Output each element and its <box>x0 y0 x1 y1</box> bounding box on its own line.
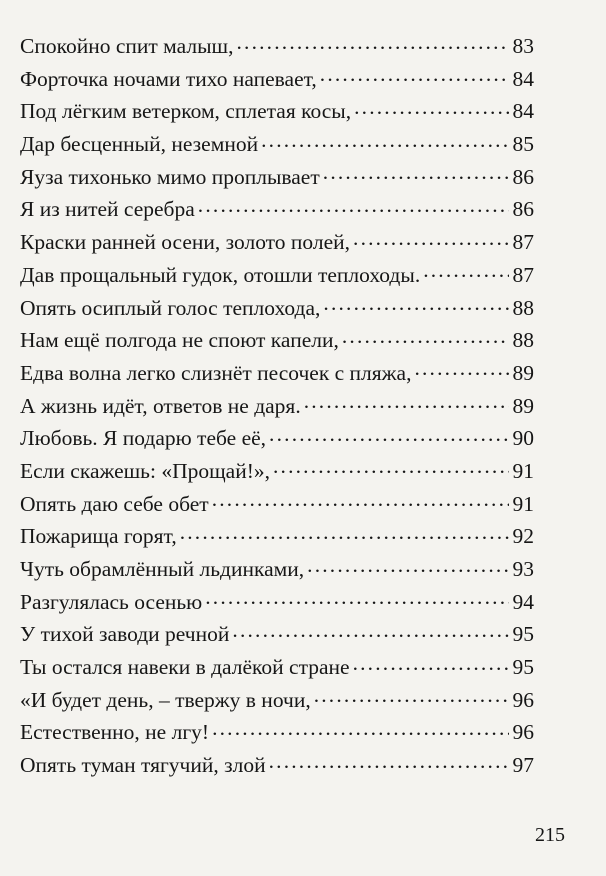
toc-entry-title: Опять осиплый голос теплохода, <box>20 295 321 320</box>
dot-leader <box>273 456 509 478</box>
table-of-contents <box>20 30 534 782</box>
dot-leader <box>320 64 509 86</box>
toc-entry-page: 96 <box>512 687 534 712</box>
toc-entry <box>20 390 534 423</box>
toc-entry-title: Пожарища горят, <box>20 524 177 549</box>
dot-leader <box>269 424 508 446</box>
dot-leader <box>180 522 509 544</box>
toc-entry-title: Естественно, не лгу! <box>20 720 210 745</box>
toc-entry <box>20 324 534 357</box>
toc-entry-title: Опять даю себе обет <box>20 491 209 516</box>
toc-entry <box>20 684 534 717</box>
toc-entry <box>20 618 534 651</box>
toc-entry <box>20 193 534 226</box>
toc-entry-page: 85 <box>512 132 534 157</box>
toc-entry-title: Дар бесценный, неземной <box>20 132 259 157</box>
toc-entry-page: 97 <box>512 753 534 778</box>
toc-entry-page: 91 <box>512 458 534 483</box>
toc-entry <box>20 226 534 259</box>
toc-entry-page: 94 <box>512 589 534 614</box>
dot-leader <box>353 228 508 250</box>
toc-entry <box>20 292 534 325</box>
toc-entry <box>20 586 534 619</box>
dot-leader <box>261 130 508 152</box>
dot-leader <box>307 555 508 577</box>
toc-entry-page: 95 <box>512 655 534 680</box>
dot-leader <box>236 32 508 54</box>
toc-entry <box>20 259 534 292</box>
toc-entry-page: 88 <box>512 328 534 353</box>
toc-entry-title: Любовь. Я подарю тебе её, <box>20 426 267 451</box>
dot-leader <box>354 97 508 119</box>
toc-entry-title: Под лёгким ветерком, сплетая косы, <box>20 99 352 124</box>
toc-entry-page: 89 <box>512 360 534 385</box>
toc-entry-page: 87 <box>512 262 534 287</box>
dot-leader <box>205 587 508 609</box>
toc-entry <box>20 651 534 684</box>
toc-entry-title: У тихой заводи речной <box>20 622 230 647</box>
toc-entry-page: 86 <box>512 164 534 189</box>
toc-entry-page: 88 <box>512 295 534 320</box>
dot-leader <box>323 293 508 315</box>
toc-entry <box>20 30 534 63</box>
toc-entry-page: 86 <box>512 197 534 222</box>
toc-entry-title: А жизнь идёт, ответов не даря. <box>20 393 301 418</box>
toc-entry-page: 93 <box>512 557 534 581</box>
toc-entry-title: Разгулялась осенью <box>20 589 203 614</box>
dot-leader <box>304 391 509 413</box>
dot-leader <box>414 358 508 380</box>
toc-entry-title: Нам ещё полгода не споют капели, <box>20 328 339 353</box>
toc-entry-title: Ты остался навеки в далёкой стране <box>20 655 350 680</box>
toc-entry-title: Дав прощальный гудок, отошли теплоходы. <box>20 262 421 287</box>
toc-entry <box>20 455 534 488</box>
toc-entry <box>20 95 534 128</box>
dot-leader <box>314 685 509 707</box>
toc-entry-title: Чуть обрамлённый льдинками, <box>20 557 305 581</box>
toc-entry-page: 84 <box>512 99 534 124</box>
toc-entry-title: Спокойно спит малыш, <box>20 34 234 58</box>
toc-entry-page: 95 <box>512 622 534 647</box>
toc-entry-title: Форточка ночами тихо напевает, <box>20 66 317 91</box>
toc-entry <box>20 128 534 161</box>
toc-entry-title: «И будет день, – твержу в ночи, <box>20 687 311 712</box>
dot-leader <box>323 162 509 184</box>
toc-entry <box>20 488 534 521</box>
page-number: 215 <box>535 824 565 846</box>
toc-entry-page: 87 <box>512 230 534 255</box>
dot-leader <box>232 620 508 642</box>
dot-leader <box>212 718 508 740</box>
toc-entry-title: Я из нитей серебра <box>20 197 195 222</box>
toc-entry-page: 89 <box>512 393 534 418</box>
toc-entry-title: Яуза тихонько мимо проплывает <box>20 164 320 189</box>
toc-entry-page: 92 <box>512 524 534 549</box>
toc-entry <box>20 63 534 96</box>
toc-entry <box>20 553 534 586</box>
toc-entry <box>20 716 534 749</box>
toc-entry-title: Опять туман тягучий, злой <box>20 753 266 778</box>
toc-entry-title: Едва волна легко слизнёт песочек с пляжа, <box>20 360 412 385</box>
toc-entry <box>20 357 534 390</box>
toc-entry <box>20 520 534 553</box>
dot-leader <box>342 326 509 348</box>
dot-leader <box>198 195 509 217</box>
toc-entry-title: Краски ранней осени, золото полей, <box>20 230 351 255</box>
toc-entry <box>20 161 534 194</box>
toc-entry-page: 83 <box>512 34 534 58</box>
toc-entry-page: 90 <box>512 426 534 451</box>
dot-leader <box>269 751 509 773</box>
toc-entry-page: 84 <box>512 66 534 91</box>
toc-entry <box>20 422 534 455</box>
dot-leader <box>423 260 508 282</box>
dot-leader <box>353 653 509 675</box>
toc-entry-page: 91 <box>512 491 534 516</box>
toc-entry <box>20 749 534 782</box>
toc-entry-title: Если скажешь: «Прощай!», <box>20 458 270 483</box>
dot-leader <box>212 489 509 511</box>
toc-entry-page: 96 <box>512 720 534 745</box>
